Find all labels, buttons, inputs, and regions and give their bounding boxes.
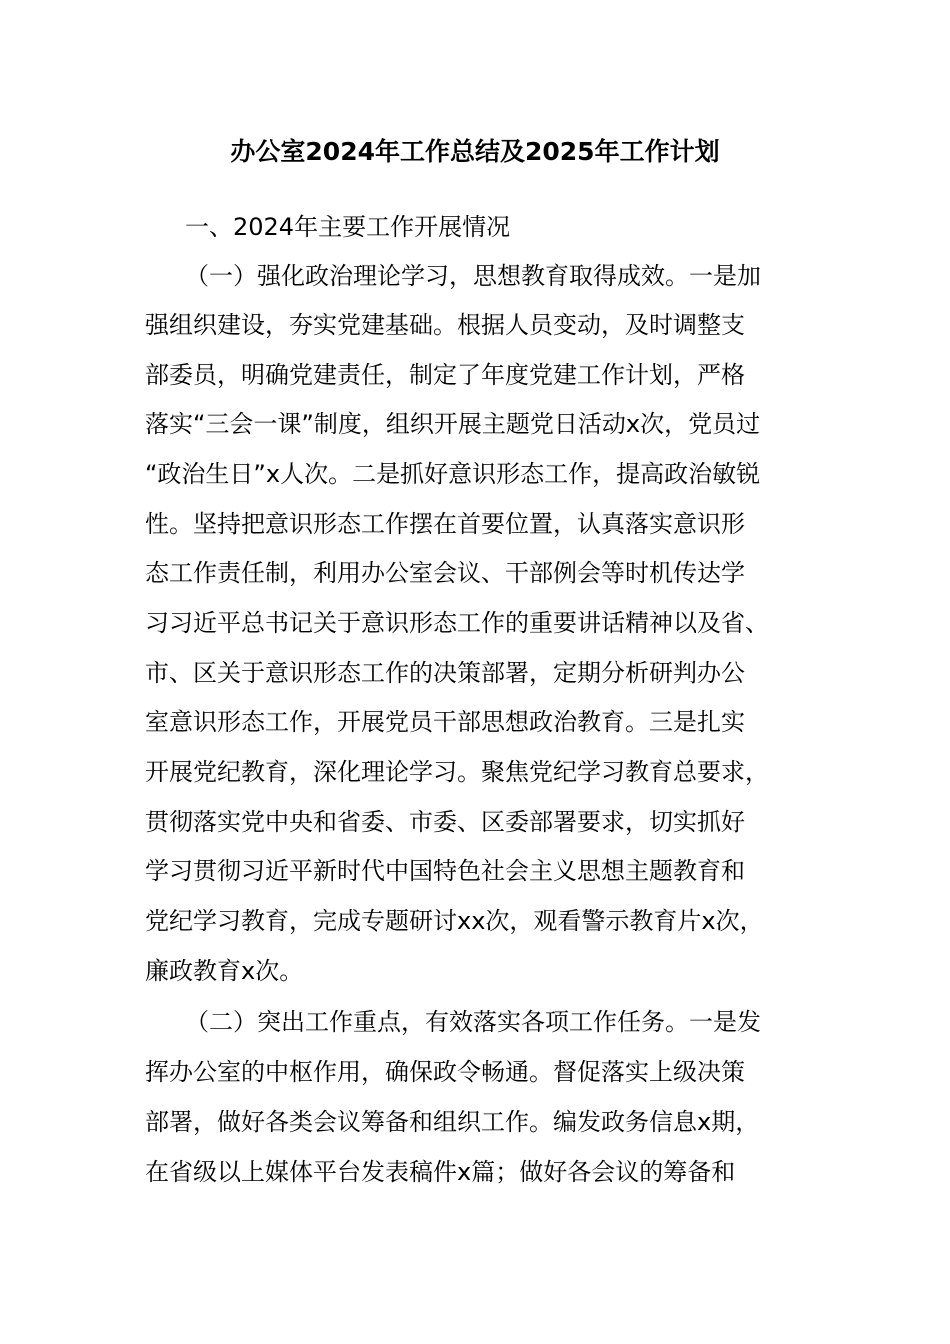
paragraph-line: 习习近平总书记关于意识形态工作的重要讲话精神以及省、 — [145, 609, 769, 637]
paragraph-line: 在省级以上媒体平台发表稿件x篇；做好各会议的筹备和 — [145, 1158, 736, 1186]
paragraph-line: 学习贯彻习近平新时代中国特色社会主义思想主题教育和 — [145, 857, 745, 885]
paragraph-line: 开展党纪教育，深化理论学习。聚焦党纪学习教育总要求， — [145, 758, 769, 786]
paragraph-line: （一）强化政治理论学习，思想教育取得成效。一是加 — [185, 262, 761, 290]
paragraph-line: “政治生日”x人次。二是抓好意识形态工作，提高政治敏锐 — [145, 460, 761, 488]
paragraph-line: 部署，做好各类会议筹备和组织工作。编发政务信息x期， — [145, 1108, 760, 1136]
paragraph-line: （二）突出工作重点，有效落实各项工作任务。一是发 — [185, 1008, 761, 1036]
paragraph-line: 挥办公室的中枢作用，确保政令畅通。督促落实上级决策 — [145, 1058, 745, 1086]
paragraph-line: 性。坚持把意识形态工作摆在首要位置，认真落实意识形 — [145, 510, 745, 538]
section-heading: 一、2024年主要工作开展情况 — [185, 213, 511, 241]
paragraph-line: 市、区关于意识形态工作的决策部署，定期分析研判办公 — [145, 659, 745, 687]
paragraph-line: 廉政教育x次。 — [145, 957, 304, 985]
paragraph-line: 部委员，明确党建责任，制定了年度党建工作计划，严格 — [145, 361, 745, 389]
paragraph-line: 落实“三会一课”制度，组织开展主题党日活动x次，党员过 — [145, 410, 761, 438]
paragraph-line: 贯彻落实党中央和省委、市委、区委部署要求，切实抓好 — [145, 808, 745, 836]
paragraph-line: 室意识形态工作，开展党员干部思想政治教育。三是扎实 — [145, 708, 745, 736]
paragraph-line: 强组织建设，夯实党建基础。根据人员变动，及时调整支 — [145, 311, 745, 339]
paragraph-line: 态工作责任制，利用办公室会议、干部例会等时机传达学 — [145, 559, 745, 587]
paragraph-line: 党纪学习教育，完成专题研讨xx次，观看警示教育片x次， — [145, 907, 764, 935]
document-title: 办公室2024年工作总结及2025年工作计划 — [230, 137, 720, 166]
